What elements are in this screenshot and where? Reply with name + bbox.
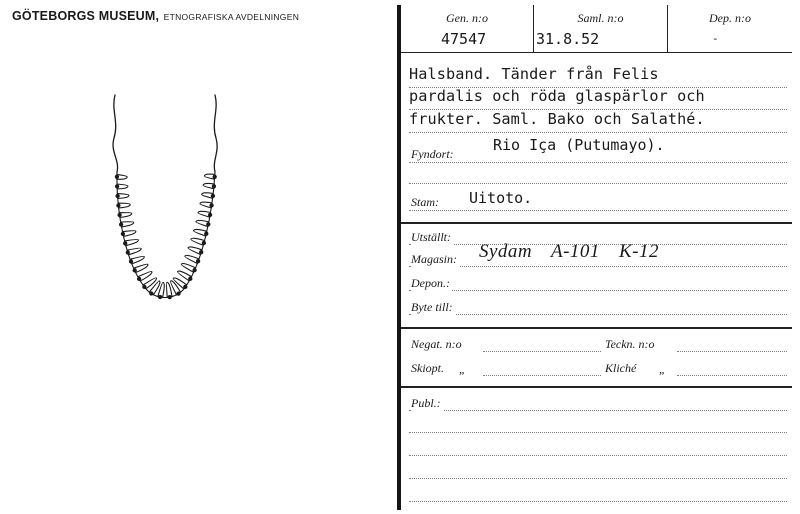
necklace-bead bbox=[116, 185, 119, 188]
skiopt-label: Skiopt. bbox=[411, 361, 444, 375]
byte-till-label: Byte till: bbox=[411, 300, 453, 314]
necklace-bead bbox=[213, 175, 216, 178]
kliche-ditto-mark: „ bbox=[659, 362, 666, 376]
teckn-number-label: Teckn. n:o bbox=[605, 337, 655, 351]
fyndort-label: Fyndort: bbox=[411, 147, 454, 161]
necklace-bead bbox=[138, 277, 141, 280]
saml-number-cell bbox=[533, 5, 667, 53]
necklace-bead bbox=[118, 213, 121, 216]
necklace-bead bbox=[205, 232, 208, 235]
magasin-value-box: K-12 bbox=[619, 241, 659, 262]
necklace-bead bbox=[143, 285, 146, 288]
publ-label: Publ.: bbox=[411, 396, 441, 410]
necklace-bead bbox=[115, 175, 118, 178]
department-name: ETNOGRAFISKA AVDELNINGEN bbox=[163, 12, 300, 22]
necklace-bead bbox=[116, 194, 119, 197]
negat-number-label: Negat. n:o bbox=[411, 337, 462, 351]
necklace-bead bbox=[209, 213, 212, 216]
necklace-bead bbox=[184, 285, 187, 288]
necklace-bead bbox=[129, 260, 132, 263]
necklace-bead bbox=[133, 269, 136, 272]
dep-number-value: - bbox=[712, 32, 719, 45]
gen-number-cell bbox=[401, 5, 533, 53]
skiopt-ditto-mark: „ bbox=[459, 362, 466, 376]
stam-value: Uitoto. bbox=[469, 189, 533, 207]
necklace-bead bbox=[120, 223, 123, 226]
necklace-bead bbox=[211, 194, 214, 197]
museum-name: GÖTEBORGS MUSEUM, bbox=[12, 9, 160, 23]
necklace-bead bbox=[197, 260, 200, 263]
necklace-bead bbox=[207, 223, 210, 226]
necklace-bead bbox=[124, 242, 127, 245]
necklace-bead bbox=[117, 204, 120, 207]
stam-label: Stam: bbox=[411, 195, 439, 209]
dep-number-cell bbox=[667, 5, 792, 53]
necklace-bead bbox=[159, 295, 162, 298]
necklace-drawing-icon bbox=[95, 90, 245, 315]
necklace-bead bbox=[177, 292, 180, 295]
necklace-bead bbox=[126, 251, 129, 254]
necklace-bead bbox=[168, 296, 171, 299]
description-line-3: frukter. Saml. Bako och Salathé. bbox=[409, 110, 705, 128]
fyndort-value: Rio Iça (Putumayo). bbox=[493, 136, 665, 154]
dep-number-label: Dep. n:o bbox=[709, 11, 751, 25]
magasin-value-shelf: A-101 bbox=[551, 241, 600, 262]
description-line-1: Halsband. Tänder från Felis bbox=[409, 65, 659, 83]
gen-number-label: Gen. n:o bbox=[446, 11, 488, 25]
necklace-bead bbox=[150, 292, 153, 295]
necklace-bead bbox=[193, 269, 196, 272]
catalog-form bbox=[401, 5, 792, 510]
necklace-bead bbox=[121, 232, 124, 235]
card-header bbox=[12, 7, 299, 25]
utstallt-label: Utställt: bbox=[411, 230, 452, 244]
description-line-2: pardalis och röda glaspärlor och bbox=[409, 87, 705, 105]
saml-number-value: 31.8.52 bbox=[536, 30, 600, 48]
number-row bbox=[401, 5, 792, 53]
gen-number-value: 47547 bbox=[441, 30, 487, 48]
magasin-value-region: Sydam bbox=[479, 241, 533, 262]
magasin-label: Magasin: bbox=[411, 252, 457, 266]
kliche-label: Kliché bbox=[605, 361, 637, 375]
necklace-bead bbox=[202, 241, 205, 244]
saml-number-label: Saml. n:o bbox=[577, 11, 624, 25]
depon-label: Depon.: bbox=[411, 276, 450, 290]
necklace-bead bbox=[210, 204, 213, 207]
necklace-bead bbox=[200, 251, 203, 254]
necklace-bead bbox=[189, 277, 192, 280]
necklace-bead bbox=[212, 185, 215, 188]
